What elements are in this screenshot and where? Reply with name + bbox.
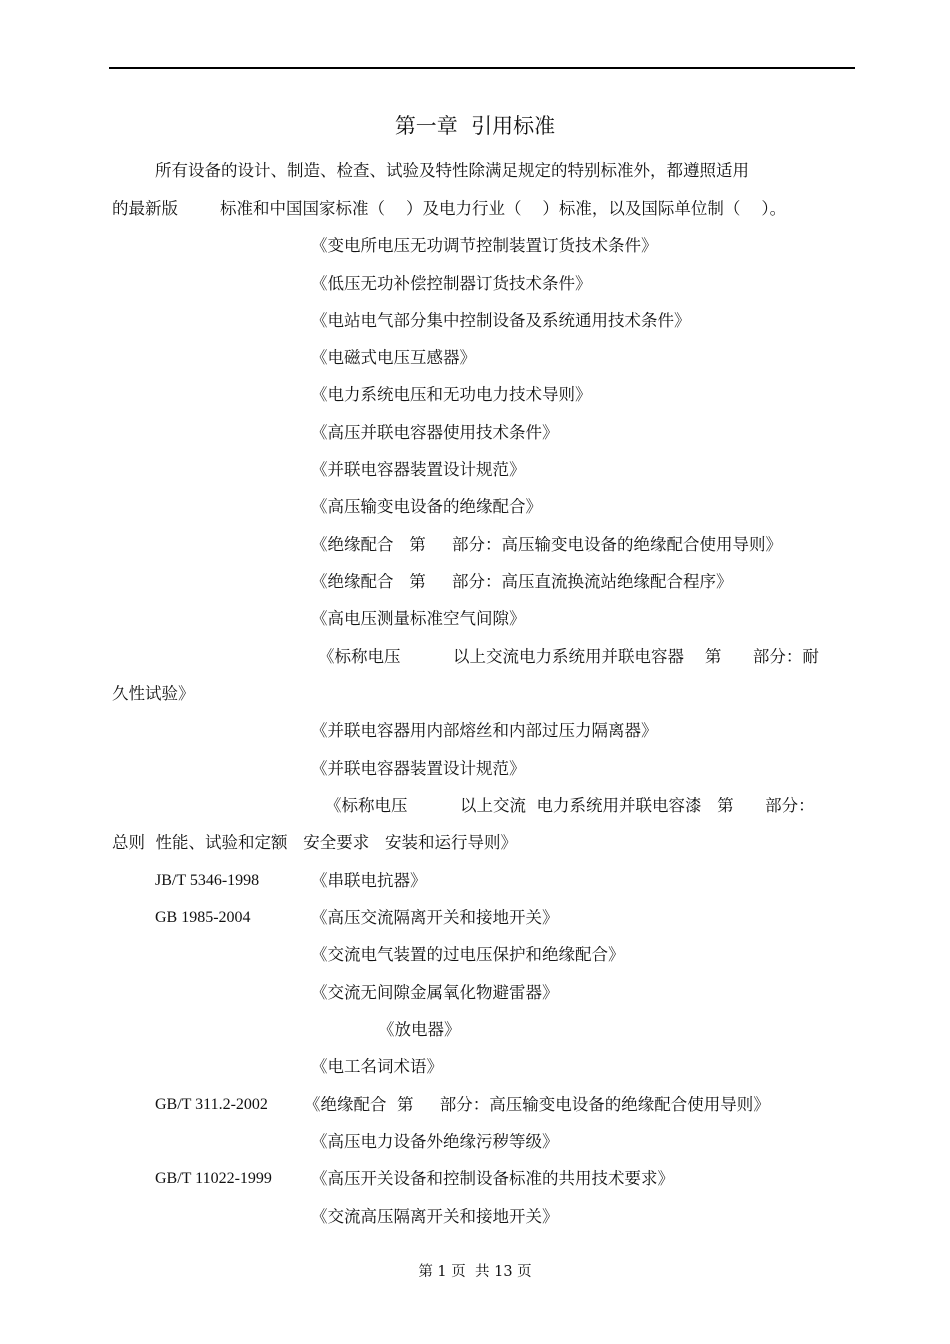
reference-item: 《高压输变电设备的绝缘配合》 [311, 497, 542, 516]
standard-title: 《高压交流隔离开关和接地开关》 [311, 908, 559, 927]
wrapped-reference-line-2: 久性试验》 [112, 684, 195, 703]
reference-item: 《低压无功补偿控制器订货技术条件》 [311, 274, 592, 293]
chapter-title: 第一章 引用标准 [394, 114, 556, 138]
standard-title: 《电工名词术语》 [311, 1057, 443, 1076]
standard-code: JB/T 5346-1998 [155, 872, 260, 889]
intro-line-2: 的最新版 标准和中国国家标准（ ）及电力行业（ ）标准，以及国际单位制（ ）。 [112, 199, 787, 218]
wrapped-reference-line-1: 《标称电压 以上交流 电力系统用并联电容漆 第 部分： [325, 796, 815, 815]
standard-code: GB 1985-2004 [155, 909, 251, 926]
standard-title: 《串联电抗器》 [311, 871, 427, 890]
standard-title: 《交流电气装置的过电压保护和绝缘配合》 [311, 945, 625, 964]
standard-title: 《交流高压隔离开关和接地开关》 [311, 1207, 559, 1226]
standard-title: 《交流无间隙金属氧化物避雷器》 [311, 983, 559, 1002]
reference-item: 《高压并联电容器使用技术条件》 [311, 423, 559, 442]
reference-item: 《电力系统电压和无功电力技术导则》 [311, 385, 592, 404]
header-rule [109, 67, 855, 69]
standard-title: 《绝缘配合 第 部分：高压输变电设备的绝缘配合使用导则》 [304, 1095, 770, 1114]
reference-item: 《变电所电压无功调节控制装置订货技术条件》 [311, 236, 658, 255]
standard-code: GB/T 11022-1999 [155, 1170, 272, 1187]
reference-item: 《电磁式电压互感器》 [311, 348, 476, 367]
standard-title: 《放电器》 [378, 1020, 461, 1039]
intro-line-1: 所有设备的设计、制造、检查、试验及特性除满足规定的特别标准外，都遵照适用 [155, 161, 749, 180]
reference-item: 《绝缘配合 第 部分：高压输变电设备的绝缘配合使用导则》 [311, 535, 782, 554]
reference-item: 《高电压测量标准空气间隙》 [311, 609, 526, 628]
wrapped-reference-line-2: 总则 性能、试验和定额 安全要求 安装和运行导则》 [112, 833, 517, 852]
reference-item: 《绝缘配合 第 部分：高压直流换流站绝缘配合程序》 [311, 572, 733, 591]
standard-title: 《高压开关设备和控制设备标准的共用技术要求》 [311, 1169, 674, 1188]
standard-title: 《高压电力设备外绝缘污秽等级》 [311, 1132, 559, 1151]
page-footer: 第 1 页 共 13 页 [418, 1264, 532, 1280]
reference-item: 《电站电气部分集中控制设备及系统通用技术条件》 [311, 311, 691, 330]
standard-code: GB/T 311.2-2002 [155, 1096, 268, 1113]
wrapped-reference-line-1: 《标称电压 以上交流电力系统用并联电容器 第 部分：耐 [318, 647, 819, 666]
reference-item: 《并联电容器装置设计规范》 [311, 759, 526, 778]
reference-item: 《并联电容器装置设计规范》 [311, 460, 526, 479]
reference-item: 《并联电容器用内部熔丝和内部过压力隔离器》 [311, 721, 658, 740]
